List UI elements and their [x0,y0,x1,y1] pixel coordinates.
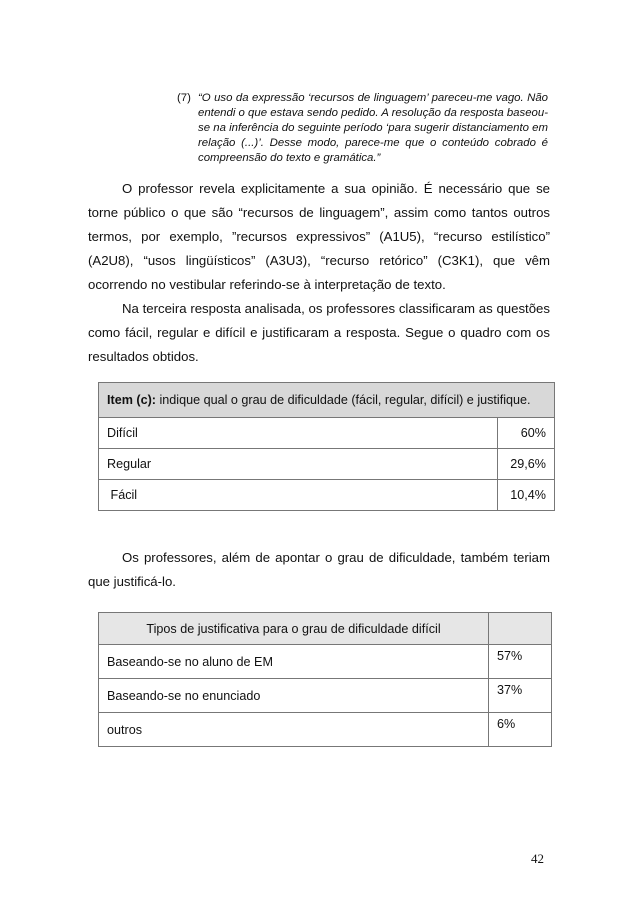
table-row [99,449,555,480]
table-row [99,480,555,511]
paragraph: O professor revela explicitamente a sua opinião. É necessário que se torne público o que são “recursos de linguagem”, assim como tantos outros termos, por exemplo, ”recursos expressivos” (A1U5), “recurso estilístico” (A2U8), “usos lingüísticos” (A3U3), “recurso retórico” (C3K1), que vêm ocorrendo no vestibular referindo-se à interpretação de texto. [88,181,550,292]
body-paragraphs-2 [88,546,550,594]
row-value: 37% [489,679,552,713]
table-header-row [99,613,552,645]
paragraph: Os professores, além de apontar o grau de dificuldade, também teriam que justificá-lo. [88,550,550,589]
table-row [99,645,552,679]
paragraph: Na terceira resposta analisada, os professores classificaram as questões como fácil, regular e difícil e justificaram a resposta. Segue o quadro com os resultados obtidos. [88,301,550,364]
item-label: Item (c): [107,393,156,407]
table-row [99,713,552,747]
row-label: Baseando-se no aluno de EM [99,645,489,679]
page-number: 42 [531,851,544,866]
table-header-row [99,383,555,418]
difficulty-table [98,382,555,511]
row-value: 57% [489,645,552,679]
quote-text: “O uso da expressão ‘recursos de linguagem’ pareceu-me vago. Não entendi o que estava sendo pedido. A resolução da resposta baseou-se na inferência do seguinte período ‘para sugerir distanciamento em relação (...)’. Desse modo, parece-me que o conteúdo cobrado é compreensão do texto e gramática.” [198,92,548,164]
row-value: 10,4% [498,480,555,511]
row-label: Regular [99,449,498,480]
item-question: indique qual o grau de dificuldade (fácil, regular, difícil) e justifique. [155,393,531,407]
body-paragraphs-1 [88,177,550,369]
row-value: 29,6% [498,449,555,480]
row-label: outros [99,713,489,747]
row-label: Fácil [99,480,498,511]
table-row [99,679,552,713]
row-value: 60% [498,418,555,449]
table-header: Tipos de justificativa para o grau de dificuldade difícil [99,613,489,645]
row-label: Baseando-se no enunciado [99,679,489,713]
table-header-empty [489,613,552,645]
table-header [99,383,555,418]
block-quote [177,91,548,166]
justification-table [98,612,552,747]
table-row [99,418,555,449]
row-label: Difícil [99,418,498,449]
row-value: 6% [489,713,552,747]
quote-number: (7) [177,92,191,104]
